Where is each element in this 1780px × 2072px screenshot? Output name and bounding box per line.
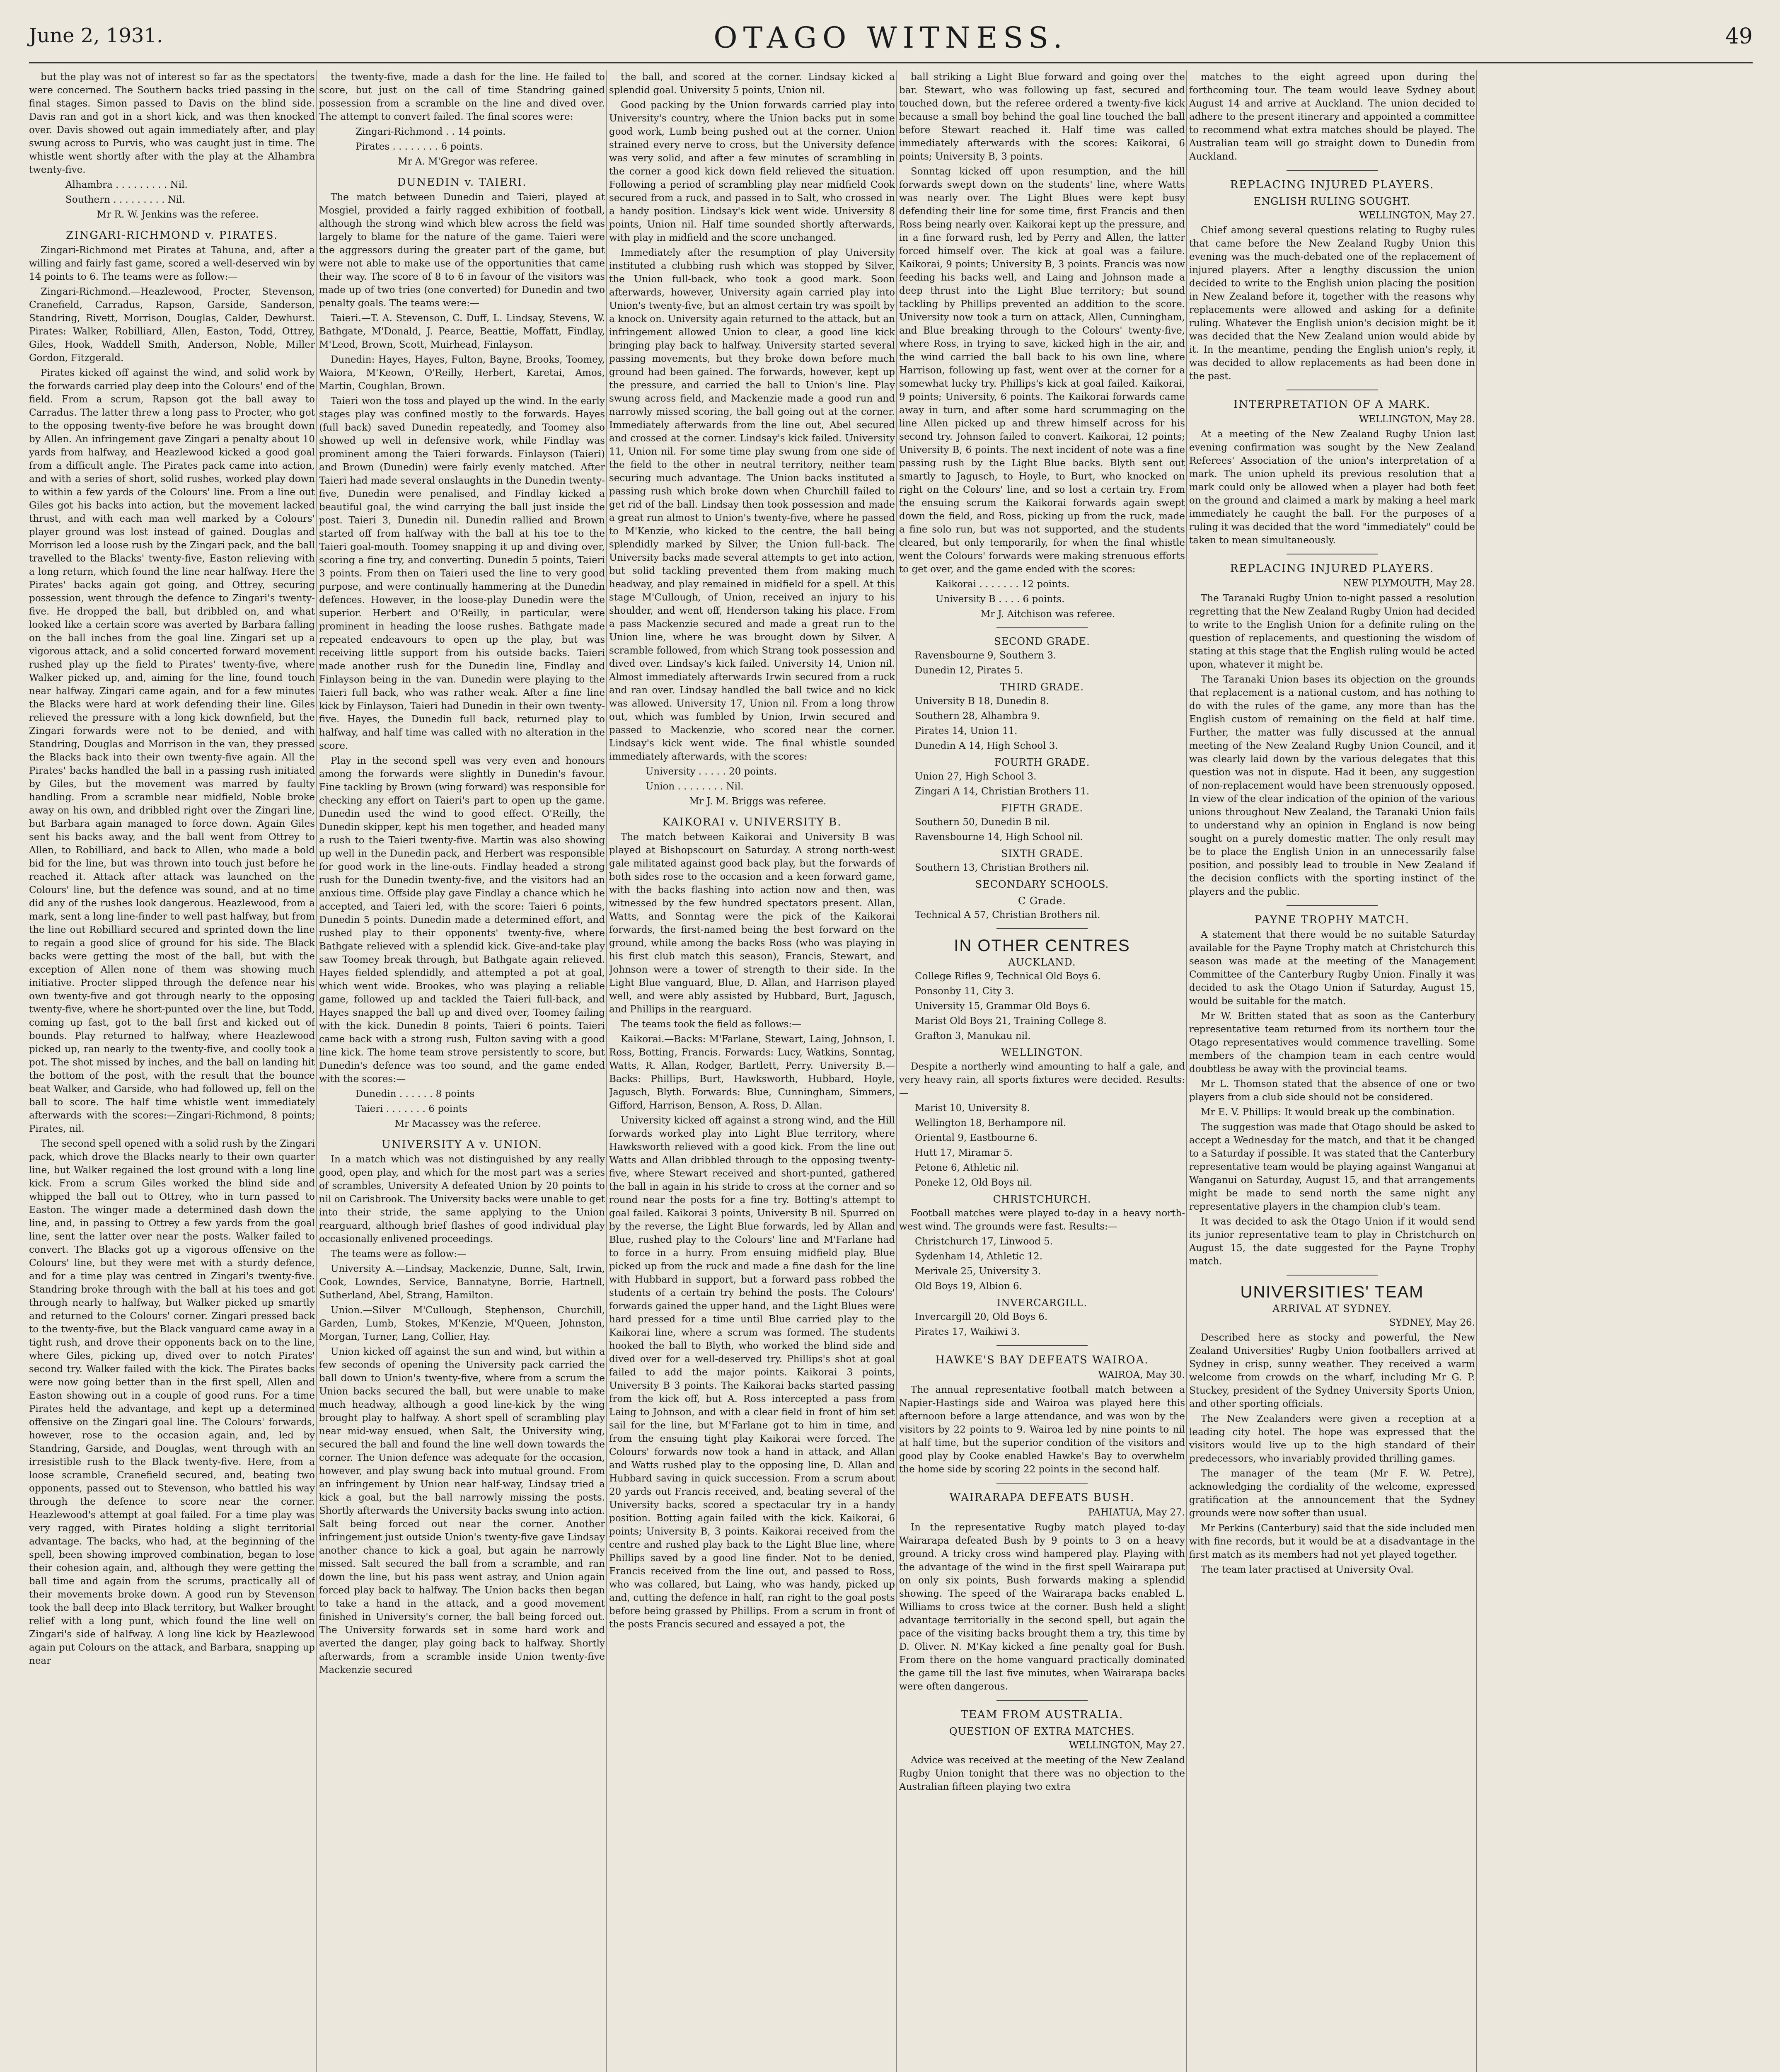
column-divider	[606, 70, 607, 2072]
article-paragraph: Immediately after the resumption of play University instituted a clubbing rush which was stopped by Silver, the Union full-back, who took a good mark. Soon afterwards, however, University again carried play into Union's twenty-five, but an almost certain try was spoilt by a knock on. University again returned to the attack, but an infringement allowed Union to clear, a good line kick bringing play back to halfway. University started several passing movements, but they broke down before much ground had been gained. The forwards, however, kept up the pressure, and carried the ball to Union's line. Play swung across field, and Mackenzie made a good run and narrowly missed scoring, the ball going out at the corner. Immediately afterwards from the line out, Abel secured and crossed at the corner. Lindsay's kick failed. University 11, Union nil. For some time play swung from one side of the field to the other in neutral territory, neither team securing much advantage. The Union backs instituted a passing rush which broke down when Churchill failed to get rid of the ball. Lindsay then took possession and made a great run almost to Union's twenty-five, where he passed to M'Kenzie, who kicked to the centre, the ball being splendidly marked by Silver, the Union full-back. The University backs made several attempts to get into action, but solid tackling prevented them from making much headway, and play remained in midfield for a spell. At this stage M'Cullough, of Union, received an injury to his shoulder, and went off, Henderson taking his place. From a pass Mackenzie secured and made a great run to the Union line, where he was brought down by Silver. A scramble followed, from which Strang took possession and dived over. Lindsay's kick failed. University 14, Union nil. Almost immediately afterwards Irwin secured from a ruck and ran over. Lindsay handled the ball twice and no kick was allowed. University 17, Union nil. From a long throw out, which was fumbled by Union, Irwin secured and passed to Mackenzie, who scored near the corner. Lindsay's kick went wide. The final whistle sounded immediately afterwards, with the scores:	[609, 247, 895, 762]
page-number: 49	[1725, 24, 1753, 49]
result-line: Pirates 17, Waikiwi 3.	[915, 1326, 1020, 1337]
result-line: Old Boys 19, Albion 6.	[915, 1281, 1022, 1292]
result-line: Marist 10, University 8.	[915, 1103, 1030, 1113]
column-1	[29, 70, 315, 2072]
article-headline: DUNEDIN v. TAIERI.	[397, 176, 527, 189]
team-list: Zingari-Richmond.—Heazlewood, Procter, Stevenson, Cranefield, Carradus, Rapson, Garside, Sanderson, Standring, Rivett, Morrison, Douglas, Calder, Dewhurst. Pirates: Walker, Robilliard, Allen, Easton, Todd, Ottrey, Giles, Hook, Waddell Smith, Anderson, Noble, Miller Gordon, Fitzgerald.	[29, 286, 315, 363]
article-paragraph: Good packing by the Union forwards carried play into University's country, where the Union backs put in some good work, Lumb being pushed out at the corner. Union strained every nerve to cross, but the University defence was very solid, and after a few minutes of scrambling in the corner a good kick down field relieved the situation. Following a period of scrambling play near midfield Cook secured from a ruck, and passed in to Salt, who crossed in a handy position. Lindsay's kick went wide. University 8 points, Union nil. Half time sounded shortly afterwards, with play in midfield and the score unchanged.	[609, 100, 895, 243]
article-headline: REPLACING INJURED PLAYERS.	[1230, 179, 1434, 191]
result-line: Hutt 17, Miramar 5.	[915, 1147, 1013, 1158]
column-2	[319, 70, 605, 2072]
city-heading: WELLINGTON.	[1001, 1047, 1083, 1058]
result-line: Christchurch 17, Linwood 5.	[915, 1236, 1053, 1247]
grade-subheading: C Grade.	[1018, 895, 1067, 907]
article-paragraph: Mr Perkins (Canterbury) said that the side included men with fine records, but it would be at a disadvantage in the first match as its members had not yet played together.	[1189, 1523, 1475, 1560]
article-subheadline: ENGLISH RULING SOUGHT.	[1253, 196, 1411, 207]
article-headline: TEAM FROM AUSTRALIA.	[960, 1709, 1124, 1721]
result-line: Sydenham 14, Athletic 12.	[915, 1251, 1043, 1262]
article-paragraph: The manager of the team (Mr F. W. Petre), acknowledging the cordiality of the welcome, expressed gratification at the announcement that the Sydney grounds were now softer than usual.	[1189, 1468, 1475, 1519]
article-paragraph: Play in the second spell was very even and honours among the forwards were slightly in Dunedin's favour. Fine tackling by Brown (wing forward) was responsible for checking any effort on Taieri's part to open up the game. Dunedin used the wind to good effect. O'Reilly, the Dunedin skipper, kept his men together, and headed many a rush to the Taieri twenty-five. Martin was also showing up well in the Dunedin pack, and Herbert was responsible for good work in the line-outs. Findlay headed a strong rush for the Dunedin twenty-five, and the visitors had an anxious time. Offside play gave Findlay a chance which he accepted, and Taieri led, with the score: Taieri 6 points, Dunedin 5 points. Dunedin made a determined effort, and rushed play to their opponents' twenty-five, where Bathgate relieved with a splendid kick. Give-and-take play saw Toomey break through, but Bathgate again relieved. Hayes fielded splendidly, and attempted a pot at goal, which went wide. Brookes, who was playing a reliable game, followed up and tackled the Taieri full-back, and Hayes snapped the ball up and dived over, Toomey failing with the kick. Dunedin 8 points, Taieri 6 points. Taieri came back with a strong rush, Fulton saving with a good line kick. The home team strove persistently to score, but Dunedin's defence was too sound, and the game ended with the scores:—	[319, 755, 605, 1084]
article-paragraph: In the representative Rugby match played to-day Wairarapa defeated Bush by 9 points to 3 on a heavy ground. A tricky cross wind hampered play. Playing with the advantage of the wind in the first spell Wairarapa put on only six points, Bush forwards making a splendid showing. The speed of the Wairarapa backs enabled L. Williams to cross twice at the corner. Bush held a slight advantage territorially in the second spell, but again the pace of the visiting backs brought them a try, this time by D. Oliver. N. M'Kay kicked a fine penalty goal for Bush. From there on the home vanguard practically dominated the game till the last five minutes, when Wairarapa backs were often dangerous.	[899, 1522, 1185, 1692]
article-paragraph: The Taranaki Union bases its objection on the grounds that replacement is a national custom, and has nothing to do with the rules of the game, any more than has the English custom of remaining on the field at half time. Further, the matter was fully discussed at the annual meeting of the New Zealand Rugby Union Council, and it was clearly laid down by the various delegates that this question was not in dispute. Had it been, any suggestion of non-replacement would have been strenuously opposed. In view of the clear indication of the opinion of the various unions throughout New Zealand, the Taranaki Union fails to understand why an opinion in England is now being sought on a purely domestic matter. The only result may be to place the English Union in an unnecessarily false position, and possibly lead to trouble in New Zealand if the decision conflicts with the sporting instinct of the players and the public.	[1189, 674, 1475, 897]
dateline: NEW PLYMOUTH, May 28.	[1343, 578, 1475, 589]
score-line: Union . . . . . . . . Nil.	[646, 781, 744, 792]
score-line: University B . . . . 6 points.	[936, 594, 1065, 605]
result-line: University B 18, Dunedin 8.	[915, 696, 1049, 707]
article-paragraph: Chief among several questions relating to Rugby rules that came before the New Zealand Rugby Union this evening was the much-debated one of the replacement of injured players. After a lengthy discussion the union decided to write to the English union placing the position in New Zealand before it, together with the reasons why replacements were allowed and asking for a definite ruling. Whatever the English union's decision might be it was decided that the New Zealand union would abide by it. In the meantime, pending the English union's reply, it was decided to allow replacements as had been done in the past.	[1189, 225, 1475, 382]
article-headline: REPLACING INJURED PLAYERS.	[1230, 562, 1434, 575]
article-paragraph: University kicked off against a strong wind, and the Hill forwards worked play into Light Blue territory, where Hawksworth relieved with a good kick. From the line out Watts and Allan dribbled through to the opposing twenty-five, where Stewart received and short-punted, gathered the ball in again in his stride to cross at the corner and so round near the posts for a fine try. Botting's attempt to goal failed. Kaikorai 3 points, University B nil. Spurred on by the reverse, the Light Blue forwards, led by Allan and Blue, rushed play to the Colours' line and M'Farlane had to force in a hurry. From ensuing midfield play, Blue picked up from the ruck and made a fine dash for the line with Hubbard in support, but a forward pass robbed the students of a certain try behind the posts. The Colours' forwards gained the upper hand, and the Light Blues were hard pressed for a time until Blue carried play to the Kaikorai line, where a scrum was formed. The students hooked the ball to Blyth, who worked the blind side and dived over for a well-deserved try. Phillips's shot at goal failed to add the major points. Kaikorai 3 points, University B 3 points. The Kaikorai backs started passing from the kick off, but A. Ross intercepted a pass from Laing to Johnson, and with a clear field in front of him set sail for the line, but M'Farlane got to him in time, and from the ensuing tight play Kaikorai were forced. The Colours' forwards now took a hand in attack, and Allan and Watts rushed play to the opposing line, D. Allan and Hubbard saving in quick succession. From a scrum about 20 yards out Francis received, and, beating several of the University backs, scored a spectacular try in a handy position. Botting again failed with the kick. Kaikorai, 6 points; University B, 3 points. Kaikorai received from the centre and rushed play back to the Light Blue line, where Phillips saved by a good line finder. Not to be denied, Francis received from the line out, and passed to Ross, who was collared, but Laing, who was handy, picked up and, cutting the defence in half, ran right to the goal posts before being grassed by Phillips. From a scrum in front of the posts Francis secured and essayed a pot, the	[609, 1115, 895, 1630]
article-paragraph: The team later practised at University Oval.	[1201, 1564, 1414, 1575]
column-3	[609, 70, 895, 2072]
article-paragraph: Taieri won the toss and played up the wind. In the early stages play was confined mostly to the forwards. Hayes (full back) saved Dunedin repeatedly, and Toomey also showed up well in defensive work, while Findlay was prominent among the Taieri forwards. Finlayson (Taieri) and Brown (Dunedin) were fairly evenly matched. After Taieri had made several onslaughts in the Dunedin twenty-five, Dunedin were penalised, and Findlay kicked a beautiful goal, the wind carrying the ball just inside the post. Taieri 3, Dunedin nil. Dunedin rallied and Brown started off from halfway with the ball at his toe to the Taieri goal-mouth. Toomey snapping it up and diving over, scoring a fine try, and converting. Dunedin 5 points, Taieri 3 points. From then on Taieri used the line to very good purpose, and were continually hammering at the Dunedin defences. However, in the loose-play Dunedin were the superior. Herbert and O'Reilly, in particular, were prominent in heading the loose rushes. Bathgate made repeated endeavours to open up the play, but was receiving little support from his outside backs. Taieri made another rush for the Dunedin line, Findlay and Finlayson being in the van. Dunedin were playing to the Taieri full back, who was rather weak. After a fine line kick by Finlayson, Taieri had Dunedin in their own twenty-five. Hayes, the Dunedin full back, returned play to halfway, and half time was called with no alteration in the score.	[319, 396, 605, 751]
team-list: Kaikorai.—Backs: M'Farlane, Stewart, Laing, Johnson, I. Ross, Botting, Francis. Forwards: Lucy, Watkins, Sonntag, Watts, R. Allan, Rodger, Bartlett, Perry. University B.—Backs: Phillips, Burt, Hawksworth, Hubbard, Hoyle, Jagusch, Blyth. Forwards: Blue, Cunningham, Simmers, Gifford, Harrison, Benson, A. Ross, D. Allan.	[609, 1034, 895, 1111]
dateline: WELLINGTON, May 27.	[1359, 210, 1475, 221]
grade-heading: SIXTH GRADE.	[1001, 848, 1083, 859]
referee-note: Mr J. Aitchison was referee.	[980, 609, 1115, 620]
article-headline: INTERPRETATION OF A MARK.	[1233, 398, 1431, 411]
article-paragraph: Sonntag kicked off upon resumption, and the hill forwards swept down on the students' line, where Watts was nearly over. The Light Blues were kept busy defending their line for some time, first Francis and then Ross being nearly over. Kaikorai kept up the pressure, and in a fine forward rush, led by Perry and Allen, the latter forced himself over. The kick at goal was a failure. Kaikorai, 9 points; University B, 3 points. Francis was now feeding his backs well, and Laing and Johnson made a deep thrust into the Light Blue territory; but sound tackling by Phillips prevented an addition to the score. University now took a turn on attack, Allen, Cunningham, and Blue breaking through to the Colours' twenty-five, where Ross, in trying to save, kicked high in the air, and the wind carried the ball back to his own line, where Harrison, following up fast, went over at the corner for a somewhat lucky try. Phillips's kick at goal failed. Kaikorai, 9 points; University, 6 points. The Kaikorai forwards came away in turn, and after some hard scrummaging on the line Allen picked up and threw himself across for his second try. Johnson failed to convert. Kaikorai, 12 points; University B, 6 points. The next incident of note was a fine passing rush by the Light Blue backs. Blyth sent out smartly to Jagusch, to Hoyle, to Burt, who knocked on right on the Colours' line, and so lost a certain try. From the ensuing scrum the Kaikorai forwards again swept down the field, and Ross, picking up from the ruck, made a fine solo run, but was not supported, and the students cleared, but only temporarily, for when the final whistle went the Colours' forwards were making strenuous efforts to get over, and the game ended with the scores:	[899, 166, 1185, 575]
article-paragraph: The teams took the field as follows:—	[621, 1019, 802, 1030]
article-paragraph: Despite a northerly wind amounting to half a gale, and very heavy rain, all sports fixtures were decided. Results:—	[899, 1061, 1185, 1099]
article-paragraph: matches to the eight agreed upon during the forthcoming tour. The team would leave Sydney about August 14 and arrive at Auckland. The union decided to adhere to the present itinerary and appointed a committee to recommend what extra matches should be played. The Australian team will go straight down to Dunedin from Auckland.	[1189, 72, 1475, 162]
score-line: Dunedin . . . . . . 8 points	[356, 1089, 475, 1099]
article-paragraph: The match between Kaikorai and University B was played at Bishopscourt on Saturday. A strong north-west gale militated against good back play, but the forwards of both sides rose to the occasion and a keen forward game, with the backs flashing into action now and then, was witnessed by the few hundred spectators present. Allan, Watts, and Sonntag were the pick of the Kaikorai forwards, the first-named being the best forward on the ground, while among the backs Ross (who was playing in his first club match this season), Francis, Stewart, and Johnson were a tower of strength to their side. In the Light Blue vanguard, Blue, D. Allan, and Harrison played well, and were ably assisted by Hubbard, Burt, Jagusch, and Phillips in the rearguard.	[609, 832, 895, 1015]
section-headline: IN OTHER CENTRES	[954, 937, 1130, 955]
score-line: Southern . . . . . . . . . Nil.	[65, 194, 185, 205]
section-rule	[1287, 905, 1378, 906]
team-list: Taieri.—T. A. Stevenson, C. Duff, L. Lindsay, Stevens, W. Bathgate, M'Donald, J. Pearce, Beattie, Moffatt, Findlay, M'Leod, Brown, Scott, Muirhead, Finlayson.	[319, 313, 605, 350]
dateline: WELLINGTON, May 27.	[1069, 1740, 1185, 1751]
grade-heading: SECOND GRADE.	[994, 636, 1090, 647]
dateline: WAIROA, May 30.	[1098, 1370, 1185, 1380]
article-paragraph: Mr W. Britten stated that as soon as the Canterbury representative team returned from its northern tour the Otago representatives would commence travelling. Some members of the champion team in each centre would doubtless be away with the provincial teams.	[1189, 1011, 1475, 1075]
article-headline: WAIRARAPA DEFEATS BUSH.	[949, 1491, 1135, 1504]
result-line: Union 27, High School 3.	[915, 771, 1037, 782]
dateline: WELLINGTON, May 28.	[1359, 414, 1475, 425]
article-paragraph: The suggestion was made that Otago should be asked to accept a Wednesday for the match, and that it be changed to a Saturday if possible. It was stated that the Canterbury representative team would be playing against Wanganui at Wanganui on Saturday, August 15, and that arrangements might be made to send north the same night any representative players in the champion club's team.	[1189, 1122, 1475, 1212]
article-paragraph: The second spell opened with a solid rush by the Zingari pack, which drove the Blacks nearly to their own quarter line, but Walker regained the lost ground with a long line kick. From a scrum Giles worked the blind side and whipped the ball out to Ottrey, who in turn passed to Easton. The winger made a determined dash down the line, and, in passing to Ottrey a few yards from the goal line, sent the latter over near the posts. Walker failed to convert. The Blacks got up a vigorous offensive on the Colours' line, but they were met with a sturdy defence, and for a time play was centred in Zingari's twenty-five. Standring broke through with the ball at his toes and got through nearly to halfway, but Walker picked up smartly and returned to the Colours' corner. Zingari pressed back to the twenty-five, but the Black vanguard came away in a tight rush, and drove their opponents back on to the line, where Giles, picking up, dived over to notch Pirates' second try. Walker failed with the kick. The Pirates backs were now going better than in the first spell, Allen and Easton showing out in a couple of good runs. For a time Pirates held the advantage, and kept up a determined offensive on the Zingari goal line. The Colours' forwards, however, rose to the occasion again, and, led by Standring, Garside, and Douglas, went through with an irresistible rush to the Black twenty-five. Here, from a loose scramble, Cranefield secured, and, beating two opponents, passed out to Stevenson, who battled his way through the defence to score near the corner. Heazlewood's attempt at goal failed. For a time play was very ragged, with Pirates holding a slight territorial advantage. The backs, who had, at the beginning of the spell, been showing improved combination, began to lose their cohesion again, and, although they were getting the ball time and again from the scrums, practically all of their movements broke down. A good run by Stevenson took the ball deep into Black territory, but Walker brought relief with a long punt, which found the line well on Zingari's side of halfway. A long line kick by Heazlewood again put Colours on the attack, and Barbara, snapping up near	[29, 1138, 315, 1666]
city-heading: INVERCARGILL.	[996, 1297, 1088, 1309]
article-paragraph: Advice was received at the meeting of the New Zealand Rugby Union tonight that there was no objection to the Australian fifteen playing two extra	[899, 1755, 1185, 1792]
section-rule	[1287, 170, 1378, 171]
result-line: Grafton 3, Manukau nil.	[915, 1031, 1031, 1041]
result-line: Ponsonby 11, City 3.	[915, 986, 1014, 997]
article-paragraph: Zingari-Richmond met Pirates at Tahuna, and, after a willing and fairly fast game, scored a well-deserved win by 14 points to 6. The teams were as follow:—	[29, 245, 315, 282]
article-paragraph: The annual representative football match between a Napier-Hastings side and Wairoa was played here this afternoon before a large attendance, and was won by the visitors by 22 points to 9. Wairoa led by nine points to nil at half time, but the superior condition of the visitors and good play by Cooke enabled Hawke's Bay to overwhelm the home side by scoring 22 points in the second half.	[899, 1385, 1185, 1475]
article-paragraph: Mr L. Thomson stated that the absence of one or two players from a club side should not be considered.	[1189, 1079, 1475, 1103]
result-line: Technical A 57, Christian Brothers nil.	[915, 910, 1100, 920]
dateline: SYDNEY, May 26.	[1389, 1317, 1475, 1328]
referee-note: Mr J. M. Briggs was referee.	[689, 796, 827, 807]
result-line: Oriental 9, Eastbourne 6.	[915, 1133, 1038, 1143]
result-line: Ravensbourne 9, Southern 3.	[915, 650, 1057, 661]
article-paragraph: Football matches were played to-day in a heavy north-west wind. The grounds were fast. Results:—	[899, 1208, 1185, 1232]
result-line: Wellington 18, Berhampore nil.	[915, 1118, 1067, 1128]
article-paragraph: A statement that there would be no suitable Saturday available for the Payne Trophy match at Christchurch this season was made at the meeting of the Management Committee of the Canterbury Rugby Union. Finally it was decided to ask the Otago Union if Saturday, August 15, would be suitable for the match.	[1189, 929, 1475, 1007]
article-headline: KAIKORAI v. UNIVERSITY B.	[662, 816, 842, 828]
result-line: Southern 28, Alhambra 9.	[915, 711, 1040, 721]
article-subheadline: QUESTION OF EXTRA MATCHES.	[949, 1726, 1135, 1737]
result-line: University 15, Grammar Old Boys 6.	[915, 1001, 1091, 1012]
article-paragraph: It was decided to ask the Otago Union if it would send its junior representative team to play in Christchurch on August 15, the date suggested for the Payne Trophy match.	[1189, 1216, 1475, 1267]
result-line: Ravensbourne 14, High School nil.	[915, 832, 1083, 842]
column-divider	[1186, 70, 1187, 2072]
page-header	[29, 17, 1753, 62]
article-paragraph: The New Zealanders were given a reception at a leading city hotel. The hope was expressed that the visitors would live up to the high standard of their predecessors, who invariably provided thrilling games.	[1189, 1414, 1475, 1464]
article-paragraph: At a meeting of the New Zealand Rugby Union last evening confirmation was sought by the New Zealand Referees' Association of the union's interpretation of a mark. The union upheld its previous resolution that a mark could only be allowed when a player had both feet on the ground and claimed a mark by making a heel mark immediately he caught the ball. For the purposes of a ruling it was decided that the word "immediately" could be taken to mean simultaneously.	[1189, 429, 1475, 546]
article-paragraph: the twenty-five, made a dash for the line. He failed to score, but just on the call of time Standring gained possession from a scramble on the line and dived over. The attempt to convert failed. The final scores were:	[319, 72, 605, 122]
grade-heading: FOURTH GRADE.	[994, 757, 1090, 768]
section-rule	[996, 928, 1088, 929]
score-line: Kaikorai . . . . . . . 12 points.	[936, 579, 1070, 590]
article-paragraph: the ball, and scored at the corner. Lindsay kicked a splendid goal. University 5 points, Union nil.	[609, 72, 895, 96]
score-line: Zingari-Richmond . . 14 points.	[356, 126, 506, 137]
city-heading: CHRISTCHURCH.	[993, 1193, 1091, 1205]
section-rule	[996, 1700, 1088, 1701]
score-line: Taieri . . . . . . . 6 points	[356, 1104, 467, 1114]
score-line: University . . . . . 20 points.	[646, 766, 777, 777]
grade-heading: SECONDARY SCHOOLS.	[975, 879, 1109, 890]
result-line: Dunedin A 14, High School 3.	[915, 741, 1058, 751]
article-headline: PAYNE TROPHY MATCH.	[1255, 914, 1410, 926]
result-line: Southern 50, Dunedin B nil.	[915, 817, 1050, 828]
result-line: Invercargill 20, Old Boys 6.	[915, 1312, 1048, 1322]
article-headline: ZINGARI-RICHMOND v. PIRATES.	[66, 229, 278, 242]
result-line: Poneke 12, Old Boys nil.	[915, 1177, 1033, 1188]
article-paragraph: Union kicked off against the sun and wind, but within a few seconds of opening the University pack carried the ball down to Union's twenty-five, where from a scrum the Union backs secured the ball, but were unable to make much headway, although a good line-kick by the wing brought play to halfway. A short spell of scrambling play near mid-way ensued, when Salt, the University wing, secured the ball and found the line well down towards the corner. The Union defence was adequate for the occasion, however, and play swung back into mutual ground. From an infringement by Union near half-way, Lindsay tried a kick a goal, but the ball narrowly missing the posts. Shortly afterwards the University backs swung into action. Salt being forced out near the corner. Another infringement just outside Union's twenty-five gave Lindsay another chance to kick a goal, but again he narrowly missed. Salt secured the ball from a scramble, and ran down the line, but his pass went astray, and Union again forced play back to halfway. The Union backs then began to take a hand in the attack, and a good movement finished in University's corner, the ball being forced out. The University forwards set in some hard work and averted the danger, play going back to halfway. Shortly afterwards, from a scramble inside Union twenty-five Mackenzie secured	[319, 1346, 605, 1675]
dateline: PAHIATUA, May 27.	[1088, 1507, 1185, 1518]
issue-date: June 2, 1931.	[29, 24, 163, 47]
result-line: Marist Old Boys 21, Training College 8.	[915, 1016, 1107, 1026]
result-line: Dunedin 12, Pirates 5.	[915, 665, 1023, 676]
column-divider	[896, 70, 897, 2072]
result-line: Petone 6, Athletic nil.	[915, 1162, 1019, 1173]
referee-note: Mr A. M'Gregor was referee.	[398, 156, 538, 167]
article-paragraph: Described here as stocky and powerful, the New Zealand Universities' Rugby Union footballers arrived at Sydney in crisp, sunny weather. They received a warm welcome from crowds on the wharf, including Mr G. P. Stuckey, president of the Sydney University Sports Union, and other sporting officials.	[1189, 1332, 1475, 1409]
city-heading: AUCKLAND.	[1008, 956, 1076, 968]
section-rule	[1287, 1275, 1378, 1276]
section-rule	[996, 1483, 1088, 1484]
article-headline: UNIVERSITY A v. UNION.	[382, 1138, 542, 1151]
referee-note: Mr R. W. Jenkins was the referee.	[97, 209, 259, 220]
team-list: Dunedin: Hayes, Hayes, Fulton, Bayne, Brooks, Toomey, Waiora, M'Keown, O'Reilly, Herbert, Karetai, Amos, Martin, Coughlan, Brown.	[319, 354, 605, 392]
article-headline: HAWKE'S BAY DEFEATS WAIROA.	[935, 1354, 1149, 1366]
referee-note: Mr Macassey was the referee.	[394, 1118, 541, 1129]
grade-heading: THIRD GRADE.	[1000, 681, 1084, 693]
column-divider	[1476, 70, 1477, 2072]
team-list: University A.—Lindsay, Mackenzie, Dunne, Salt, Irwin, Cook, Lowndes, Service, Bannatyne, Borrie, Hartnell, Sutherland, Abel, Strang, Hamilton.	[319, 1264, 605, 1301]
article-paragraph: The match between Dunedin and Taieri, played at Mosgiel, provided a fairly ragged exhibition of football, although the strong wind which blew across the field was largely to blame for the nature of the game. Taieri were the aggressors during the greater part of the game, but were not able to make use of the opportunities that came their way. The score of 8 to 6 in favour of the visitors was made up of two tries (one converted) for Dunedin and two penalty goals. The teams were:—	[319, 192, 605, 309]
column-5	[1189, 70, 1475, 2072]
column-divider	[316, 70, 317, 2072]
masthead: OTAGO WITNESS.	[713, 21, 1068, 55]
article-paragraph: ball striking a Light Blue forward and going over the bar. Stewart, who was following up fast, secured and touched down, but the referee ordered a twenty-five kick because a small boy behind the goal line touched the ball before Stewart reached it. Half time was called immediately afterwards with the scores: Kaikorai, 6 points; University B, 3 points.	[899, 72, 1185, 162]
article-paragraph: The teams were as follow:—	[331, 1249, 467, 1259]
article-paragraph: Mr E. V. Phillips: It would break up the combination.	[1201, 1107, 1455, 1118]
header-rule	[29, 62, 1753, 63]
column-4	[899, 70, 1185, 2072]
result-line: Pirates 14, Union 11.	[915, 726, 1018, 736]
result-line: Merivale 25, University 3.	[915, 1266, 1041, 1277]
article-paragraph: but the play was not of interest so far as the spectators were concerned. The Southern backs tried passing in the final stages. Simon passed to Davis on the blind side. Davis ran and got in a short kick, and was then knocked over. Davis showed out again immediately after, and play swung across to Purvis, who was caught just in time. The whistle went shortly after with the play at the Alhambra twenty-five.	[29, 72, 315, 175]
score-line: Alhambra . . . . . . . . . Nil.	[65, 179, 188, 190]
grade-heading: FIFTH GRADE.	[1001, 802, 1083, 814]
result-line: Southern 13, Christian Brothers nil.	[915, 862, 1089, 873]
section-rule	[996, 1345, 1088, 1346]
team-list: Union.—Silver M'Cullough, Stephenson, Churchill, Garden, Lumb, Stokes, M'Kenzie, M'Queen, Johnston, Morgan, Turner, Lang, Collier, Hay.	[319, 1305, 605, 1342]
article-paragraph: Pirates kicked off against the wind, and solid work by the forwards carried play deep into the Colours' end of the field. From a scrum, Rapson got the ball away to Carradus. The latter threw a long pass to Procter, who got to the opposing twenty-five before he was brought down by Allen. An infringement gave Zingari a penalty about 10 yards from halfway, and Heazlewood kicked a good goal from a difficult angle. The Pirates pack came into action, and with a series of short, solid rushes, worked play down to within a few yards of the Colours' line. From a line out Giles got his backs into action, but the movement lacked thrust, and with each man well marked by a Colours' player ground was lost instead of gained. Douglas and Morrison led a loose rush by the Zingari pack, and the ball travelled to the Blacks' twenty-five, Easton relieving with a long return, which found the line near halfway. Here the Pirates' backs again got going, and Ottrey, securing possession, went through the defence to Zingari's twenty-five. He dropped the ball, but dribbled on, and what looked like a certain score was averted by Barbara falling on the ball inches from the goal line. Zingari set up a vigorous attack, and a solid concerted forward movement rushed play up the field to Pirates' twenty-five, where Walker picked up, and, aiming for the line, found touch near halfway. Zingari came again, and for a few minutes the Blacks were hard at work defending their line. Giles relieved the pressure with a long kick downfield, but the Zingari forwards were not to be denied, and with Standring, Douglas and Morrison in the van, they pressed the Blacks back into their own twenty-five again. All the Pirates' backs handled the ball in a passing rush initiated by Giles, but the movement was marred by faulty handling. From a scramble near midfield, Noble broke away on his own, and dribbled right over the Zingari line, but Barbara again managed to force down. Again Giles sent his backs away, and the ball went from Ottrey to Allen, to Robilliard, and back to Allen, who made a bold bid for the line, but was thrown into touch just before he reached it. Attack after attack was launched on the Colours' line, but the defence was sound, and at no time did any of the rushes look dangerous. Heazlewood, from a mark, sent a long line-finder to well past halfway, but from the line out Robilliard secured and sprinted down the line to regain a good slice of ground for his side. The Black backs were getting the most of the ball, but with the exception of Allen none of them was showing much initiative. Procter slipped through the defence near his own twenty-five and got through nearly to the opposing twenty-five, where he short-punted over the line, but Todd, coming up fast, got to the ball first and kicked out of bounds. Play returned to halfway, where Heazlewood picked up, ran nearly to the twenty-five, and coolly took a pot. The shot missed by inches, and the ball on landing hit the bottom of the post, with the result that the bounce beat Walker, and Garside, who had followed up, fell on the ball to score. The half time whistle went immediately afterwards with the scores:—Zingari-Richmond, 8 points; Pirates, nil.	[29, 368, 315, 1134]
result-line: Zingari A 14, Christian Brothers 11.	[915, 786, 1090, 797]
article-subheadline: ARRIVAL AT SYDNEY.	[1272, 1303, 1392, 1314]
section-rule	[996, 627, 1088, 628]
article-paragraph: The Taranaki Rugby Union to-night passed a resolution regretting that the New Zealand Rugby Union had decided to write to the English Union for a definite ruling on the question of replacements, and questioning the wisdom of stating at this stage that the English ruling would be acted upon, whatever it might be.	[1189, 593, 1475, 670]
score-line: Pirates . . . . . . . . 6 points.	[356, 141, 483, 152]
result-line: College Rifles 9, Technical Old Boys 6.	[915, 971, 1101, 982]
article-paragraph: In a match which was not distinguished by any really good, open play, and which for the most part was a series of scrambles, University A defeated Union by 20 points to nil on Carisbrook. The University backs were unable to get into their stride, the same applying to the Union rearguard, although brief flashes of good individual play occasionally enlivened proceedings.	[319, 1154, 605, 1244]
section-headline: UNIVERSITIES' TEAM	[1240, 1283, 1424, 1301]
